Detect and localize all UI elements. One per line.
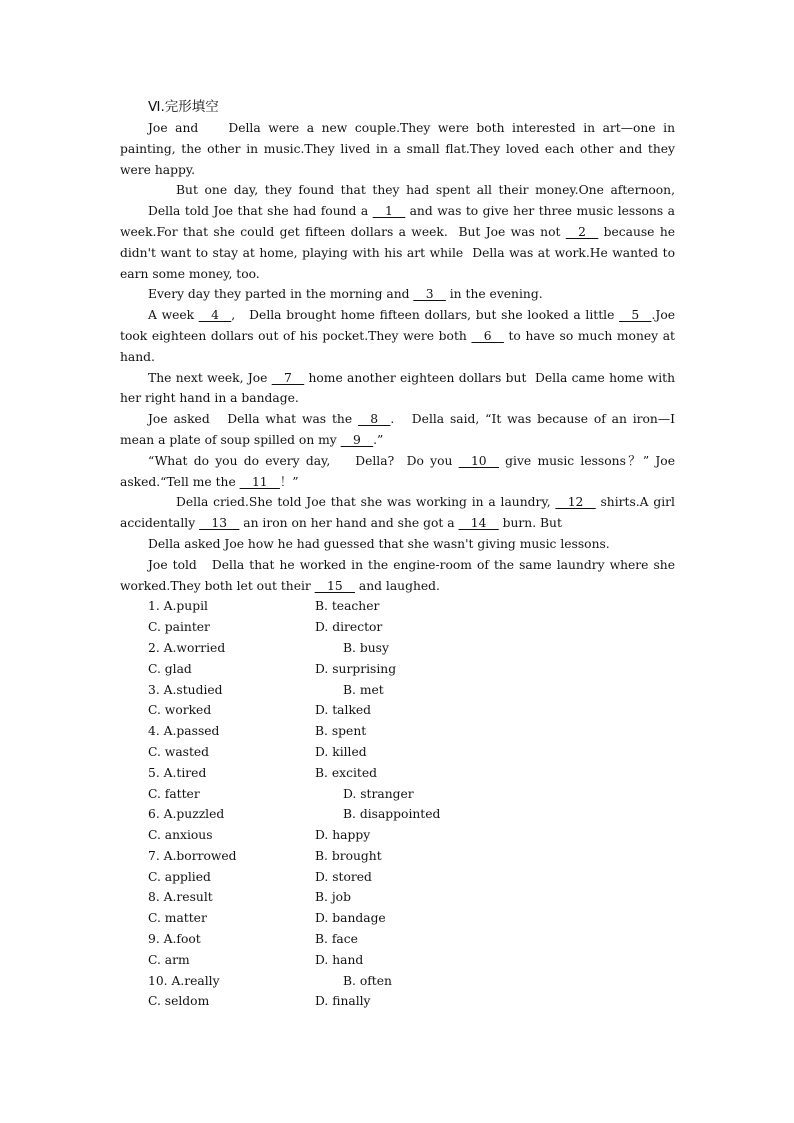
blank-number: __15__ — [314, 578, 355, 593]
passage-text: because he didn't want to stay at home, playing with his art while Della was at work.He wanted to earn some money, too. — [120, 224, 679, 281]
passage-text: The next week, Joe — [148, 370, 272, 385]
passage-text: and laughed. — [354, 578, 440, 593]
option-left: 1. A.pupil — [148, 599, 208, 614]
option-left: 4. A.passed — [148, 724, 220, 739]
option-row — [120, 596, 675, 617]
option-left: C. applied — [148, 869, 211, 884]
blank-number: __1__ — [372, 204, 406, 219]
blank-number: __13__ — [199, 516, 240, 531]
passage-text: Della asked Joe how he had guessed that she wasn't giving music lessons. — [148, 536, 610, 551]
blank-number: __6__ — [471, 328, 504, 343]
option-left: 9. A.foot — [148, 932, 201, 947]
option-row — [120, 950, 675, 971]
option-right: D. stranger — [343, 786, 414, 801]
passage-text: A week — [148, 308, 199, 323]
blank-number: __3__ — [413, 287, 446, 302]
passage-paragraph — [120, 180, 675, 201]
passage-text: .” — [373, 432, 384, 447]
option-left: 7. A.borrowed — [148, 848, 237, 863]
section-heading: Ⅵ.完形填空 — [148, 99, 219, 115]
option-right: D. hand — [315, 952, 364, 967]
option-row — [120, 991, 675, 1012]
passage-text: Joe and Della were a new couple.They were both interested in art—one in painting, the other in music.They lived in a small flat.They loved each other and they were happy. — [120, 121, 679, 177]
passage-text: ！” — [279, 474, 299, 489]
option-row — [120, 908, 675, 929]
option-row — [120, 825, 675, 846]
passage-text: Joe asked Della what was the — [148, 412, 358, 427]
blank-number: __7__ — [271, 370, 305, 385]
option-row — [120, 929, 675, 950]
blank-number: __11__ — [239, 474, 280, 489]
passage-paragraph — [120, 284, 675, 305]
passage-paragraph — [120, 534, 675, 555]
passage-paragraph — [120, 201, 679, 284]
option-right: B. teacher — [315, 599, 380, 614]
option-right: B. often — [343, 973, 392, 988]
option-row — [120, 700, 675, 721]
option-left: 10. A.really — [148, 973, 220, 988]
option-left: C. painter — [148, 620, 210, 635]
passage-text: shirts.A girl accidentally — [120, 495, 679, 531]
option-row — [120, 659, 675, 680]
passage-paragraph — [120, 118, 679, 180]
option-left: 2. A.worried — [148, 640, 226, 655]
blank-number: __4__ — [198, 308, 232, 323]
option-left: 5. A.tired — [148, 765, 207, 780]
option-right: D. surprising — [315, 661, 397, 676]
option-row — [120, 784, 675, 805]
passage-text: “What do you do every day, Della? Do you — [148, 453, 459, 468]
passage-text: Every day they parted in the morning and — [148, 287, 414, 302]
option-row — [120, 887, 675, 908]
option-right: B. disappointed — [343, 807, 441, 822]
option-row — [120, 804, 675, 825]
option-right: D. talked — [315, 703, 372, 718]
blank-number: __9__ — [340, 432, 374, 447]
option-row — [120, 742, 675, 763]
passage-paragraph — [120, 555, 679, 597]
option-row — [120, 680, 675, 701]
option-left: 8. A.result — [148, 890, 213, 905]
passage-paragraph — [120, 409, 679, 451]
passage-text: .Joe took eighteen dollars out of his pocket.They were both — [120, 308, 679, 343]
passage-text: Della told Joe that she had found a — [148, 204, 373, 219]
document-page — [120, 96, 679, 1012]
option-row — [120, 763, 675, 784]
option-right: B. face — [315, 932, 358, 947]
option-left: C. matter — [148, 911, 207, 926]
option-right: B. job — [315, 890, 351, 905]
passage-text: to have so much money at hand. — [120, 328, 679, 364]
passage-text: . Della said, “It was because of an iron—I mean a plate of soup spilled on my — [120, 412, 679, 447]
option-right: D. finally — [315, 994, 371, 1009]
option-right: D. director — [315, 620, 383, 635]
passage-text: an iron on her hand and she got a — [239, 516, 459, 531]
blank-number: __10__ — [458, 453, 499, 468]
passage-text: burn. But — [498, 516, 562, 531]
option-right: B. met — [343, 682, 384, 697]
option-row — [120, 971, 675, 992]
option-left: 3. A.studied — [148, 682, 223, 697]
cloze-passage — [120, 118, 679, 596]
passage-text: Joe told Della that he worked in the engine-room of the same laundry where she worked.They both let out their — [120, 557, 679, 593]
passage-text: and was to give her three music lessons a week.For that she could get fifteen dollars a week. But Joe was not — [120, 204, 679, 239]
option-right: D. bandage — [315, 911, 386, 926]
blank-number: __12__ — [555, 495, 596, 510]
passage-text: But one day, they found that they had spent all their money.One afternoon, — [176, 183, 675, 198]
option-right: D. stored — [315, 869, 372, 884]
passage-text: Della cried.She told Joe that she was working in a laundry, — [176, 495, 556, 510]
option-left: C. seldom — [148, 994, 210, 1009]
passage-paragraph — [120, 305, 679, 367]
passage-text: , Della brought home fifteen dollars, but she looked a little — [231, 308, 620, 323]
option-left: C. fatter — [148, 786, 200, 801]
option-right: B. excited — [315, 765, 377, 780]
passage-text: home another eighteen dollars but Della came home with her right hand in a bandage. — [120, 370, 679, 406]
option-left: C. wasted — [148, 744, 210, 759]
option-right: D. happy — [315, 828, 371, 843]
blank-number: __5__ — [619, 308, 652, 323]
passage-paragraph — [120, 492, 679, 534]
passage-text: give music lessons？” Joe asked.“Tell me the — [120, 453, 679, 489]
option-left: C. arm — [148, 952, 190, 967]
option-row — [120, 867, 675, 888]
blank-number: __14__ — [458, 516, 499, 531]
option-row — [120, 617, 675, 638]
passage-paragraph — [120, 368, 679, 410]
option-row — [120, 721, 675, 742]
option-row — [120, 638, 675, 659]
option-right: B. spent — [315, 724, 367, 739]
option-left: C. anxious — [148, 828, 213, 843]
option-right: B. busy — [343, 640, 389, 655]
option-right: B. brought — [315, 848, 382, 863]
option-left: C. glad — [148, 661, 192, 676]
blank-number: __2__ — [565, 224, 599, 239]
blank-number: __8__ — [357, 412, 391, 427]
option-left: C. worked — [148, 703, 212, 718]
passage-text: in the evening. — [445, 287, 543, 302]
passage-paragraph — [120, 451, 679, 493]
option-left: 6. A.puzzled — [148, 807, 225, 822]
option-row — [120, 846, 675, 867]
option-right: D. killed — [315, 744, 367, 759]
answer-options — [120, 596, 675, 1012]
